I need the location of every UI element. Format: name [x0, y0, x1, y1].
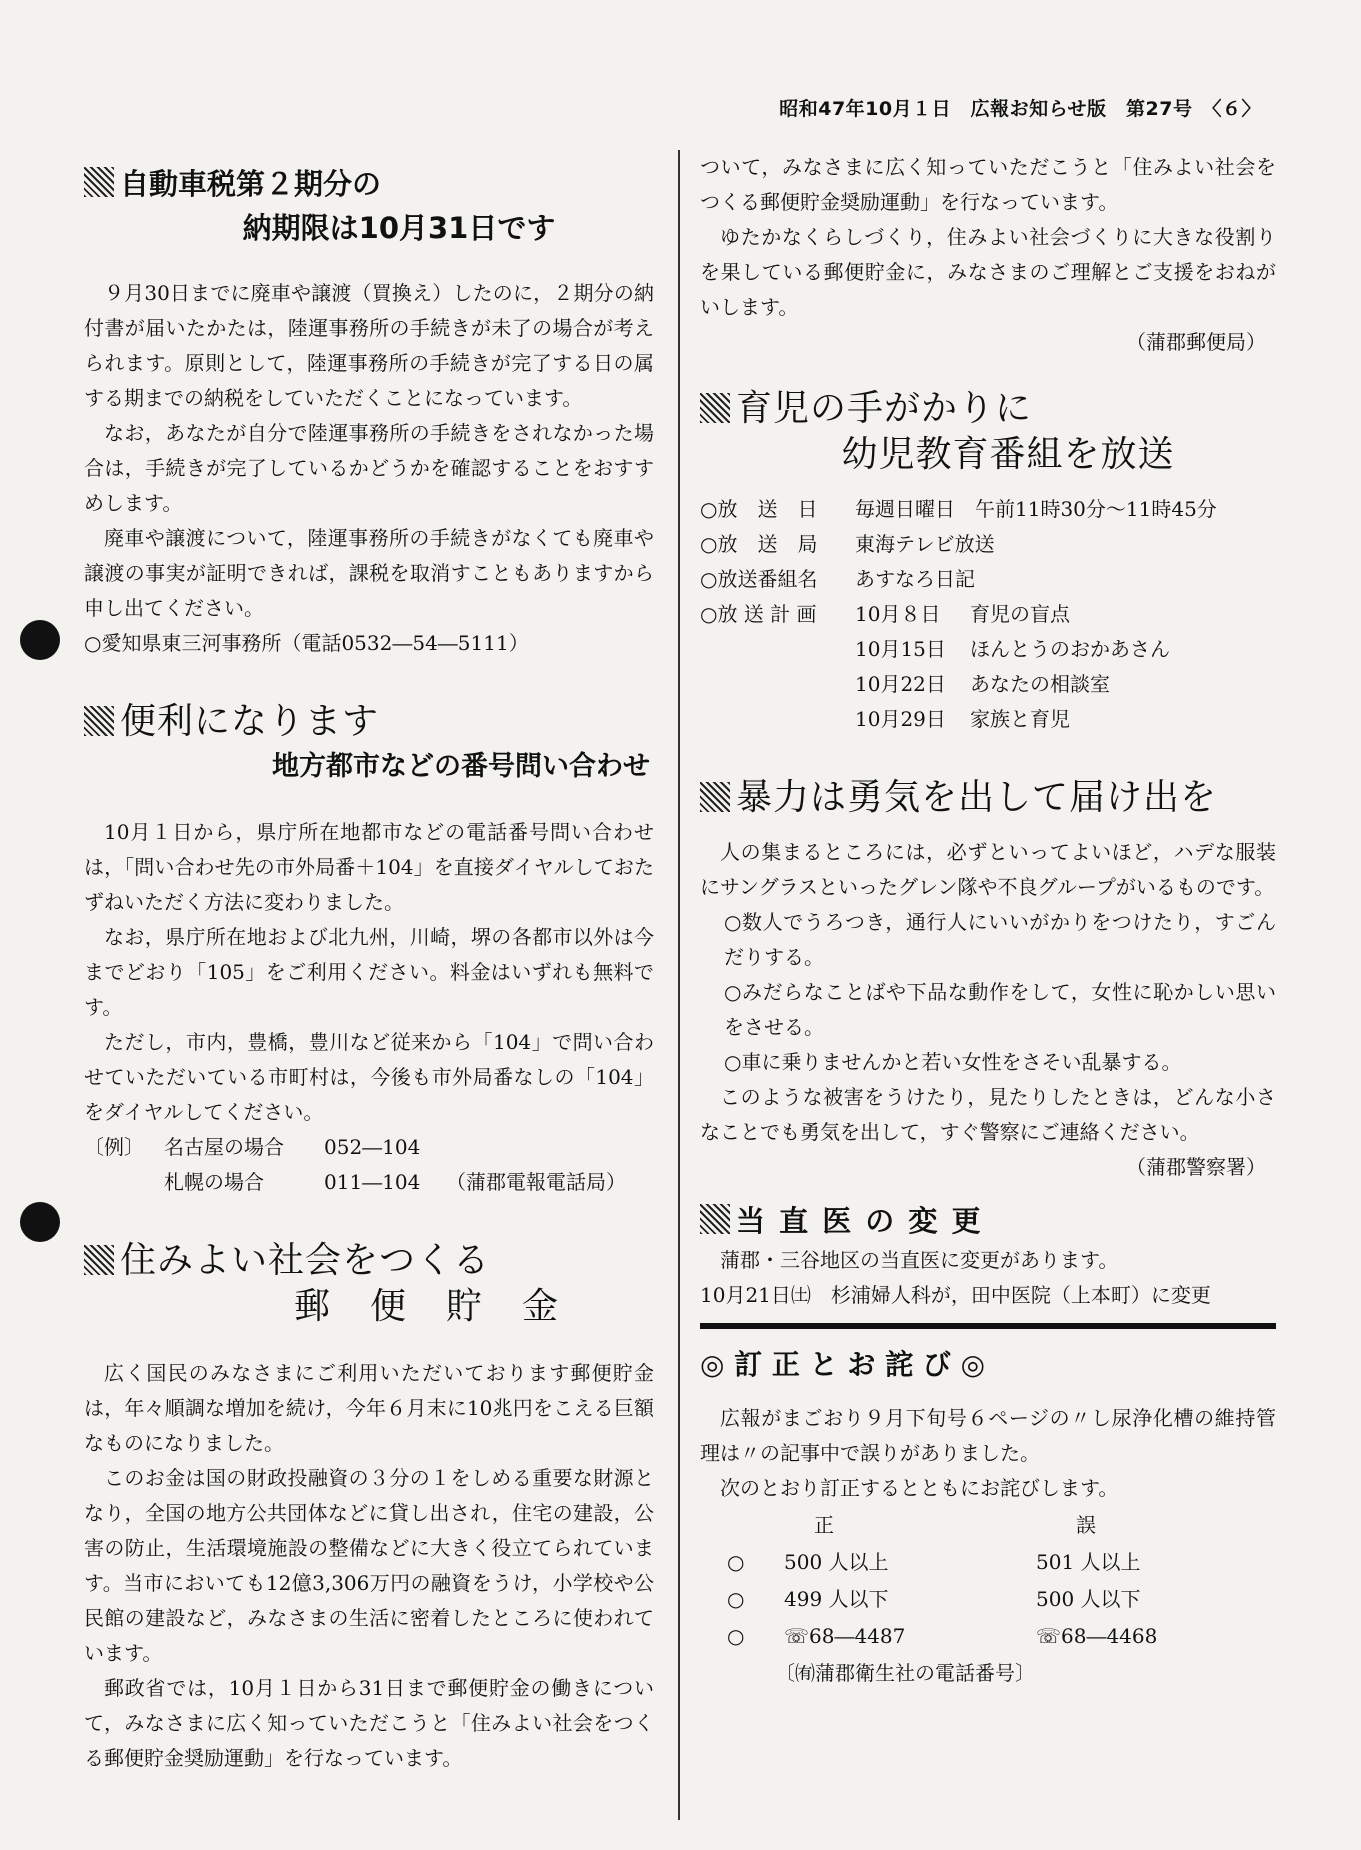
paragraph: 広く国民のみなさまにご利用いただいております郵便貯金は，年々順調な増加を続け，今年６月末に10兆円をこえる巨額なものになりました。 — [84, 1361, 654, 1455]
postal-savings-article — [84, 1238, 654, 1770]
correction-article — [700, 1343, 1276, 1691]
wrong-value: 501 人以上 — [1036, 1550, 1141, 1574]
example-table — [84, 1130, 626, 1200]
paragraph: ゆたかなくらしづくり，住みよい社会づくりに大きな役割りを果している郵便貯金に，みなさまのご理解とご支援をおねがいします。 — [700, 225, 1276, 319]
article-subtitle: 納期限は10月31日です — [242, 211, 556, 245]
punch-hole-mark — [20, 620, 60, 660]
violence-report-article — [700, 775, 1276, 1185]
column-header-wrong: 誤 — [1076, 1513, 1096, 1537]
list-item: ○みだらなことばや下品な動作をして，女性に恥かしい思いをさせる。 — [724, 980, 1276, 1039]
paragraph: なお，あなたが自分で陸運事務所の手続きをされなかった場合は，手続きが完了しているかどうかを確認することをおすすめします。 — [84, 421, 654, 515]
plan-title: 家族と育児 — [970, 707, 1070, 731]
doctor-change-article — [700, 1199, 1276, 1313]
plan-title: ほんとうのおかあさん — [970, 637, 1170, 661]
paragraph: 10月１日から，県庁所在地都市などの電話番号問い合わせは，「問い合わせ先の市外局番＋104」を直接ダイヤルしておたずねいただく方法に変わりました。 — [84, 820, 654, 914]
plan-title: 育児の盲点 — [970, 602, 1070, 626]
hatch-icon — [84, 1245, 114, 1275]
signature: （蒲郡電報電話局） — [446, 1170, 626, 1194]
signature: （蒲郡郵便局） — [1126, 330, 1266, 354]
hatch-icon — [700, 1204, 730, 1234]
plan-date: 10月29日 — [855, 707, 946, 731]
paragraph: 人の集まるところには，必ずといってよいほど，ハデな服装にサングラスといったグレン隊や不良グループがいるものです。 — [700, 840, 1276, 899]
paragraph: このお金は国の財政投融資の３分の１をしめる重要な財源となり，全国の地方公共団体などに貸し出され，住宅の建設，公害の防止，生活環境施設の整備などに大きく役立てられています。当市においても12億3,306万円の融資をうけ，小学校や公民館の建設など，みなさまの生活に密着したところに使われています。 — [84, 1466, 654, 1665]
plan-date: 10月15日 — [855, 637, 946, 661]
paragraph: 広報がまごおり９月下旬号６ページの〃し尿浄化槽の維持管理は〃の記事中で誤りがありました。 — [700, 1406, 1276, 1465]
section-rule — [700, 1323, 1276, 1329]
example-number: 011―104 — [324, 1170, 421, 1194]
plan-title: あなたの相談室 — [970, 672, 1110, 696]
wrong-value: 500 人以下 — [1036, 1587, 1141, 1611]
left-column — [84, 150, 654, 1770]
paragraph-continued: ついて，みなさまに広く知っていただこうと「住みよい社会をつくる郵便貯金奨励運動」を行なっています。 — [700, 155, 1276, 214]
tv-program-article — [700, 386, 1276, 737]
paragraph: ただし，市内，豊橋，豊川など従来から「104」で問い合わせていただいている市町村は，今後も市外局番なしの「104」をダイヤルしてください。 — [84, 1030, 654, 1124]
schedule-value: 東海テレビ放送 — [855, 532, 995, 556]
signature: （蒲郡警察署） — [1126, 1155, 1266, 1179]
paragraph: 蒲郡・三谷地区の当直医に変更があります。 — [720, 1248, 1119, 1272]
column-divider — [678, 150, 680, 1820]
right-column — [700, 150, 1276, 1691]
correct-value: ☏68―4487 — [784, 1624, 906, 1648]
page-header: 昭和47年10月１日 広報お知らせ版 第27号 〈６〉 — [779, 98, 1261, 120]
paragraph: 廃車や譲渡について，陸運事務所の手続きがなくても廃車や譲渡の事実が証明できれば，課税を取消すこともありますから申し出てください。 — [84, 526, 654, 620]
punch-hole-mark — [20, 1202, 60, 1242]
paragraph: ９月30日までに廃車や譲渡（買換え）したのに，２期分の納付書が届いたかたは，陸運事務所の手続きが未了の場合が考えられます。原則として，陸運事務所の手続きが完了する日の属する期までの納税をしていただくことになっています。 — [84, 281, 654, 410]
schedule-label: ○放送番組名 — [700, 567, 818, 591]
article-title: 暴力は勇気を出して届け出を — [736, 777, 1218, 818]
broadcast-schedule — [700, 492, 1217, 737]
hatch-icon — [84, 706, 114, 736]
hatch-icon — [84, 167, 114, 197]
plan-date: 10月８日 — [855, 602, 941, 626]
schedule-label: ○放 送 日 — [700, 497, 818, 521]
schedule-value: あすなろ日記 — [855, 567, 975, 591]
list-item: ○数人でうろつき，通行人にいいがかりをつけたり，すごんだりする。 — [724, 910, 1276, 969]
article-title: 自動車税第２期分の — [120, 167, 382, 201]
hatch-icon — [700, 782, 730, 812]
article-title: 便利になります — [120, 701, 380, 742]
car-tax-article — [84, 162, 654, 661]
paragraph-continued: 郵政省では，10月１日から31日まで郵便貯金の働きについて，みなさまに広く知っていただこうと「住みよい社会をつくる郵便貯金奨励運動」を行なっています。 — [84, 1676, 654, 1770]
postal-savings-article-continued — [700, 150, 1276, 360]
article-title: 育児の手がかりに — [736, 388, 1033, 429]
row-mark: ○ — [727, 1550, 745, 1574]
correction-note: 〔㈲蒲郡衛生社の電話番号〕 — [775, 1661, 1035, 1685]
schedule-value: 毎週日曜日 午前11時30分～11時45分 — [855, 497, 1217, 521]
example-number: 052―104 — [324, 1135, 421, 1159]
article-title: ◎ 訂 正 と お 詫 び ◎ — [700, 1348, 986, 1381]
wrong-value: ☏68―4468 — [1036, 1624, 1158, 1648]
correct-value: 500 人以上 — [784, 1550, 889, 1574]
article-subtitle: 幼児教育番組を放送 — [841, 434, 1175, 475]
paragraph: 10月21日㈯ 杉浦婦人科が，田中医院（上本町）に変更 — [700, 1283, 1211, 1307]
row-mark: ○ — [727, 1624, 745, 1648]
schedule-label: ○放 送 計 画 — [700, 602, 817, 626]
schedule-label: ○放 送 局 — [700, 532, 818, 556]
example-city: 名古屋の場合 — [164, 1135, 284, 1159]
row-mark: ○ — [727, 1587, 745, 1611]
column-header-correct: 正 — [814, 1513, 834, 1537]
example-city: 札幌の場合 — [164, 1170, 264, 1194]
paragraph: なお，県庁所在地および北九州，川崎，堺の各都市以外は今までどおり「105」をご利用ください。料金はいずれも無料です。 — [84, 925, 654, 1019]
hatch-icon — [700, 393, 730, 423]
paragraph: 次のとおり訂正するとともにお詫びします。 — [720, 1476, 1119, 1500]
article-subtitle: 地方都市などの番号問い合わせ — [272, 751, 650, 782]
plan-date: 10月22日 — [855, 672, 946, 696]
paragraph: このような被害をうけたり，見たりしたときは，どんな小さなことでも勇気を出して，すぐ警察にご連絡ください。 — [700, 1085, 1276, 1144]
list-item: ○車に乗りませんかと若い女性をさそい乱暴する。 — [724, 1050, 1182, 1074]
correct-value: 499 人以下 — [784, 1587, 889, 1611]
phone-inquiry-article — [84, 699, 654, 1200]
article-subtitle: 郵 便 貯 金 — [294, 1286, 561, 1327]
article-title: 当 直 医 の 変 更 — [736, 1204, 983, 1238]
example-label: 〔例〕 — [84, 1135, 144, 1159]
contact-line: ○愛知県東三河事務所（電話0532―54―5111） — [84, 631, 529, 655]
article-title: 住みよい社会をつくる — [120, 1240, 491, 1281]
correction-table — [700, 1506, 1159, 1656]
